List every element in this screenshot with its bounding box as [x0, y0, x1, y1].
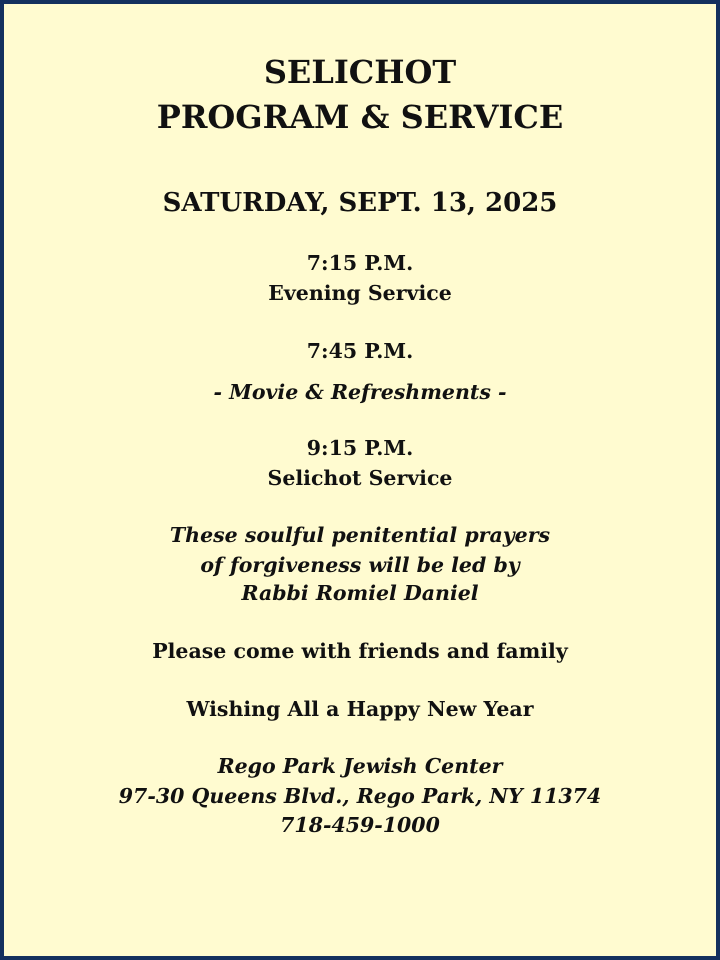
schedule-time-2: 7:45 P.M. [306, 339, 414, 363]
event-date: SATURDAY, SEPT. 13, 2025 [162, 188, 558, 218]
title-line-2: PROGRAM & SERVICE [156, 98, 564, 136]
title-line-1: SELICHOT [263, 53, 457, 91]
venue-name: Rego Park Jewish Center [217, 754, 503, 778]
venue-address: 97-30 Queens Blvd., Rego Park, NY 11374 [118, 784, 602, 808]
schedule-event-3: Selichot Service [267, 466, 453, 490]
schedule-event-1: Evening Service [268, 281, 452, 305]
description-line-1: These soulful penitential prayers [169, 523, 551, 547]
description-line-3: Rabbi Romiel Daniel [241, 581, 479, 605]
venue-phone: 718-459-1000 [280, 813, 440, 837]
greeting-text: Wishing All a Happy New Year [186, 697, 534, 721]
schedule-event-2: - Movie & Refreshments - [213, 380, 507, 404]
schedule-time-1: 7:15 P.M. [306, 251, 414, 275]
schedule-time-3: 9:15 P.M. [306, 436, 414, 460]
description-line-2: of forgiveness will be led by [200, 553, 520, 577]
invitation-text: Please come with friends and family [152, 639, 568, 663]
